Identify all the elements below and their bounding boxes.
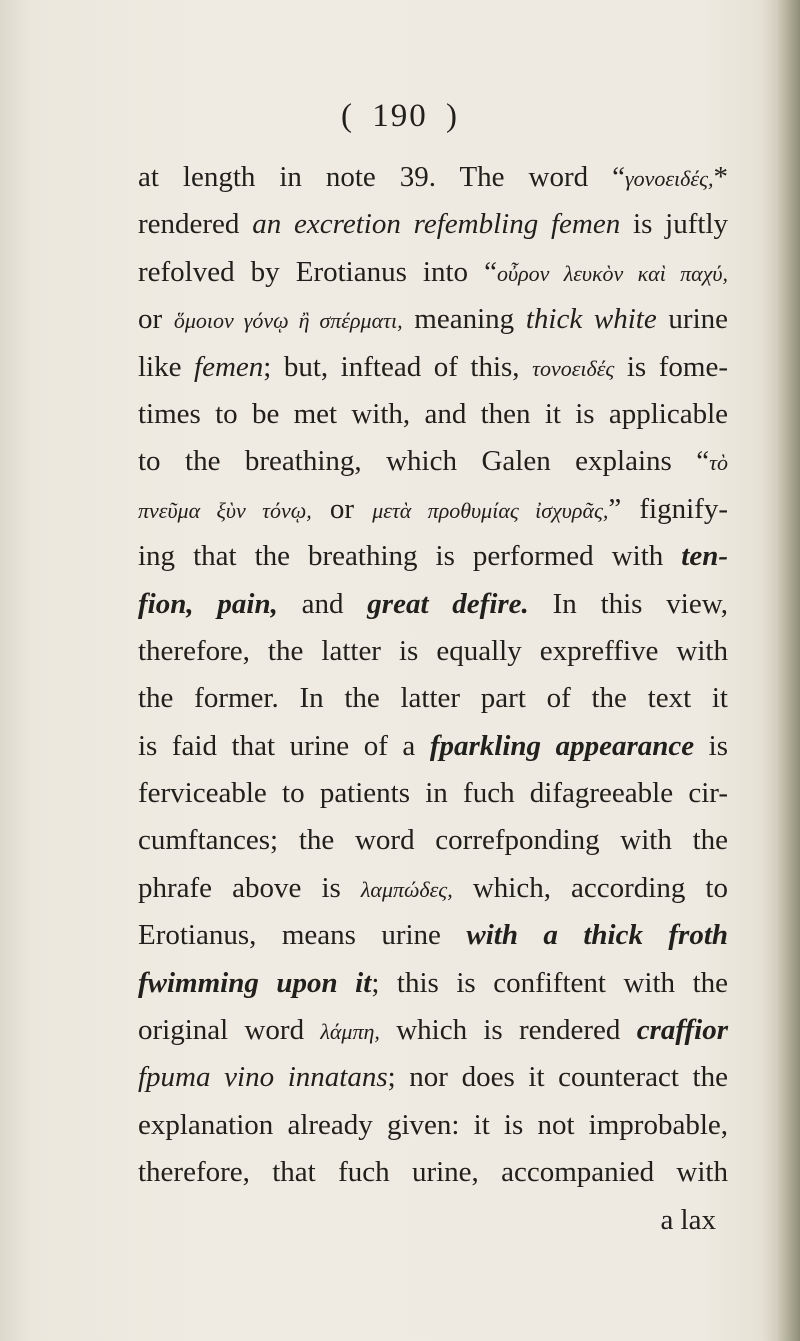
text-span: times to be met with, and then it is applicable: [138, 397, 728, 430]
text-span: which is rendered: [379, 1014, 637, 1047]
emphasis-text: fwimming upon it: [138, 966, 372, 999]
text-span: like: [138, 350, 195, 383]
greek-text: λάμπη,: [320, 1019, 380, 1045]
emphasis-text: femen: [194, 350, 264, 383]
text-span: which, according to: [452, 871, 728, 904]
emphasis-text: ten-: [681, 540, 728, 573]
emphasis-text: fpuma vino innatans: [138, 1061, 388, 1094]
text-line: [138, 675, 728, 722]
header-open-paren: (: [341, 98, 354, 134]
text-span: or: [311, 492, 373, 525]
text-line: [138, 296, 728, 343]
text-line: [138, 770, 728, 817]
emphasis-text: fion, pain,: [138, 587, 278, 620]
text-span: meaning: [402, 303, 526, 336]
body-text: [138, 154, 728, 1244]
text-line: [138, 1197, 728, 1244]
text-span: is: [694, 729, 729, 762]
text-line: [138, 1102, 728, 1149]
text-span: ; but, inftead of this,: [263, 350, 533, 383]
text-line: [138, 1149, 728, 1196]
text-line: [138, 201, 728, 248]
emphasis-text: great defire.: [367, 587, 529, 620]
text-span: is juftly: [620, 208, 729, 241]
text-span: ; this is confiftent with the: [371, 966, 729, 999]
text-line: [138, 1054, 728, 1101]
greek-text: γονοειδές,: [624, 166, 714, 191]
page-header: [0, 98, 800, 135]
text-span: and: [277, 587, 368, 620]
text-span: In this view,: [528, 587, 728, 620]
text-span: ing that the breathing is performed with: [138, 540, 682, 573]
text-span: urine: [656, 303, 729, 336]
text-line: [138, 960, 728, 1007]
text-line: [138, 817, 728, 864]
text-line: [138, 912, 728, 959]
text-line: [138, 486, 728, 533]
text-line: [138, 344, 728, 391]
text-span: original word: [138, 1014, 321, 1047]
text-span: a lax: [660, 1203, 716, 1236]
text-span: Erotianus, means urine: [138, 919, 467, 952]
emphasis-text: thick white: [525, 303, 657, 336]
text-line: [138, 581, 728, 628]
text-line: [138, 723, 728, 770]
text-span: therefore, the latter is equally expreffive with: [138, 634, 728, 667]
greek-text: μετὰ προθυμίας ἰσχυρᾶς,: [372, 497, 609, 523]
text-span: or: [138, 303, 174, 336]
text-line: [138, 628, 728, 675]
text-span: to the breathing, which Galen explains “: [138, 445, 710, 478]
header-close-paren: ): [446, 98, 459, 134]
text-span: at length in note 39. The word “: [138, 161, 625, 193]
greek-text: πνεῦμα ξὺν τόνῳ,: [138, 497, 312, 523]
text-span: ; nor does it counteract the: [387, 1061, 728, 1094]
text-span: therefore, that fuch urine, accompanied with: [138, 1156, 728, 1189]
text-span: *: [713, 161, 728, 193]
text-span: rendered: [138, 208, 253, 241]
page-binding-edge: [778, 0, 800, 1341]
emphasis-text: with a thick froth: [466, 919, 729, 952]
text-span: ferviceable to patients in fuch difagreeable cir-: [138, 777, 728, 810]
emphasis-text: fparkling appearance: [429, 729, 695, 762]
text-span: is fome-: [614, 350, 728, 383]
text-span: cumftances; the word correfponding with the: [138, 824, 728, 857]
text-span: refolved by Erotianus into “: [138, 255, 497, 288]
text-line: [138, 154, 728, 201]
greek-text: τονοειδές: [532, 355, 615, 381]
text-line: [138, 249, 728, 296]
text-span: phrafe above is: [138, 871, 361, 904]
text-line: [138, 865, 728, 912]
emphasis-text: craffior: [636, 1014, 728, 1047]
text-line: [138, 533, 728, 580]
text-span: ” fignify-: [608, 492, 728, 525]
text-span: is faid that urine of a: [138, 729, 430, 762]
greek-text: τὸ: [709, 450, 728, 476]
text-span: explanation already given: it is not improbable,: [138, 1108, 728, 1141]
greek-text: ὅμοιον γόνῳ ἢ σπέρματι,: [173, 308, 403, 334]
page-number: 190: [372, 98, 428, 134]
text-line: [138, 391, 728, 438]
text-line: [138, 438, 728, 485]
greek-text: οὖρον λευκὸν καὶ παχύ,: [496, 260, 728, 286]
emphasis-text: an excretion refembling femen: [252, 208, 621, 241]
greek-text: λαμπώδες,: [360, 876, 453, 902]
text-span: the former. In the latter part of the text it: [138, 682, 728, 715]
text-line: [138, 1007, 728, 1054]
